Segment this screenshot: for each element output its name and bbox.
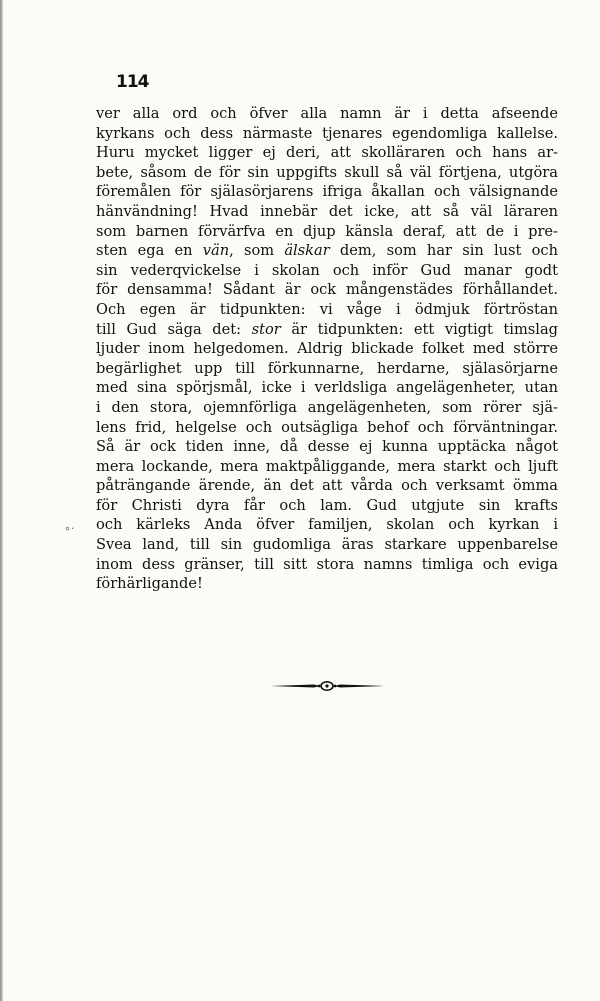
- page-number: 114: [116, 72, 149, 92]
- text-line: ver alla ord och öfver alla namn är i detta afseende: [96, 105, 558, 122]
- text-segment: är tidpunkten: ett vigtigt timslag: [280, 320, 558, 338]
- text-line: förhärligande!: [96, 575, 203, 593]
- text-line: mera lockande, mera maktpåliggande, mera starkt och ljuft: [96, 457, 558, 475]
- margin-mark: ∘·: [64, 522, 75, 535]
- body-paragraph: [96, 104, 558, 594]
- text-line: ljuder inom helgedomen. Aldrig blickade folket med större: [96, 340, 558, 358]
- text-line: [96, 320, 558, 340]
- text-segment: sten ega en: [96, 242, 203, 260]
- italic-word: vän: [202, 242, 230, 260]
- text-line: Huru mycket ligger ej deri, att skolläraren och hans ar-: [96, 144, 558, 162]
- text-line: påträngande ärende, än det att vårda och verksamt ömma: [96, 477, 558, 495]
- text-line: kyrkans och dess närmaste tjenares egendomliga kallelse.: [96, 124, 558, 142]
- italic-word: stor: [251, 320, 281, 338]
- text-line: föremålen för själasörjarens ifriga åkallan och välsignande: [96, 183, 558, 201]
- text-line: som barnen förvärfva en djup känsla deraf, att de i pre-: [96, 222, 558, 240]
- tailpiece-ornament-icon: [270, 679, 384, 693]
- italic-word: älskar: [284, 242, 330, 260]
- text-line: Så är ock tiden inne, då desse ej kunna upptäcka något: [96, 438, 558, 456]
- ornament-left-bead: [318, 685, 321, 688]
- text-line: bete, såsom de för sin uppgifts skull så väl förtjena, utgöra: [96, 163, 558, 181]
- text-line: Svea land, till sin gudomliga äras starkare uppenbarelse: [96, 536, 558, 554]
- text-line: i den stora, ojemnförliga angelägenheten, som rörer sjä-: [96, 398, 558, 416]
- ornament-right-taper: [334, 685, 384, 688]
- text-line: sin vederqvickelse i skolan och inför Gud manar godt: [96, 261, 558, 279]
- ornament-right-bead: [334, 685, 337, 688]
- text-line: och kärleks Anda öfver familjen, skolan och kyrkan i: [96, 516, 558, 534]
- text-line: för densamma! Sådant är ock mångenstädes förhållandet.: [96, 281, 558, 299]
- text-line: begärlighet upp till förkunnarne, herdarne, själasörjarne: [96, 359, 558, 377]
- ornament-center-dot: [325, 684, 328, 687]
- text-line: hänvändning! Hvad innebär det icke, att så väl läraren: [96, 202, 558, 220]
- text-line: [96, 241, 558, 261]
- text-segment: till Gud säga det:: [96, 320, 252, 338]
- text-line: inom dess gränser, till sitt stora namns timliga och eviga: [96, 555, 558, 573]
- ornament-left-taper: [270, 685, 320, 688]
- text-line: Och egen är tidpunkten: vi våge i ödmjuk förtröstan: [96, 300, 558, 318]
- text-segment: dem, som har sin lust och: [329, 242, 558, 260]
- text-line: för Christi dyra får och lam. Gud utgjute sin krafts: [96, 496, 558, 514]
- text-line: med sina spörjsmål, icke i verldsliga angelägenheter, utan: [96, 379, 558, 397]
- text-line: lens frid, helgelse och outsägliga behof och förväntningar.: [96, 418, 558, 436]
- text-segment: , som: [229, 242, 285, 260]
